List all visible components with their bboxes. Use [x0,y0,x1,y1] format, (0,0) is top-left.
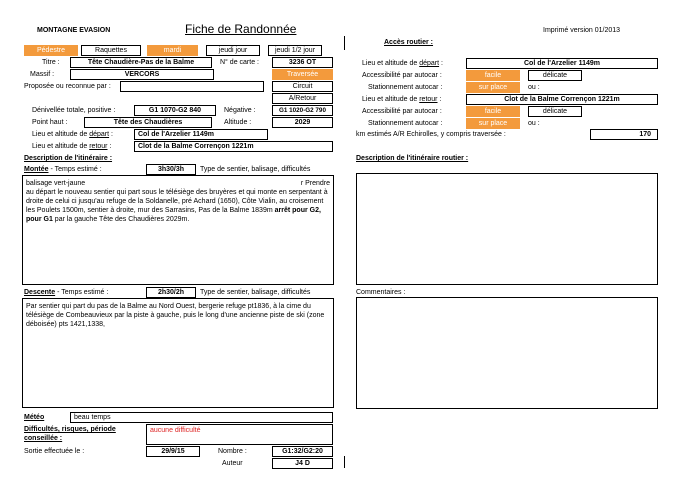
mode-jeudi-demi[interactable]: jeudi 1/2 jour [268,45,322,56]
r-retour-label: Lieu et altitude de retour : [362,96,442,103]
mode-mardi[interactable]: mardi [147,45,198,56]
r-depart-field[interactable]: Col de l'Arzelier 1149m [466,58,658,69]
r-access-retour-label: Accessibilité par autocar : [362,108,442,115]
retour-field[interactable]: Clot de la Balme Corrençon 1221m [134,141,333,152]
point-haut-field[interactable]: Tête des Chaudières [84,117,212,128]
montee-time-field[interactable]: 3h30/3h [146,164,196,175]
descente-label: Descente - Temps estimé : [24,289,109,296]
r-stationnement-label-1: Stationnement autocar : [368,84,443,91]
sortie-field[interactable]: 29/9/15 [146,446,200,457]
meteo-field[interactable]: beau temps [70,412,333,423]
mode-raquettes[interactable]: Raquettes [81,45,141,56]
auteur-label: Auteur [222,460,243,467]
type-circuit[interactable]: Circuit [272,81,333,92]
km-label: km estimés A/R Echirolles, y compris traversée : [356,131,506,138]
deniv-pos-field[interactable]: G1 1070-G2 840 [134,105,216,116]
desc-routier-label: Description de l'itinéraire routier : [356,155,469,162]
r-access-retour-delicate[interactable]: délicate [528,106,582,117]
depart-label: Lieu et altitude de départ : [32,131,113,138]
montee-label: Montée - Temps estimé : [24,166,102,173]
meteo-label: Météo [24,414,45,421]
sentier-label-descente: Type de sentier, balisage, difficultés [200,289,311,296]
commentaires-label: Commentaires : [356,289,406,296]
mode-jeudi-jour[interactable]: jeudi jour [206,45,260,56]
mode-pedestre[interactable]: Pédestre [24,45,78,56]
itineraire-label: Description de l'itinéraire : [24,155,113,162]
r-access-depart-label: Accessibilité par autocar : [362,72,442,79]
difficultes-field[interactable]: aucune difficulté [146,424,333,445]
montee-text-b: r Prendre [300,180,330,187]
nombre-label: Nombre : [218,448,247,455]
titre-field[interactable]: Tête Chaudière-Pas de la Balme [70,57,212,68]
commentaires-box[interactable] [356,297,658,409]
page-title: Fiche de Randonnée [185,22,297,36]
r-access-depart-delicate[interactable]: délicate [528,70,582,81]
propose-label: Proposée ou reconnue par : [24,83,111,90]
type-aller-retour[interactable]: A/Retour [272,93,333,104]
nombre-field[interactable]: G1:32/G2:20 [272,446,333,457]
retour-label: Lieu et altitude de retour : [32,143,112,150]
montee-text-end: par la gauche Tête des Chaudières 2029m. [54,216,190,223]
deniv-pos-label: Dénivellée totale, positive : [32,107,116,114]
r-access-depart-facile[interactable]: facile [466,70,520,81]
r-depart-label: Lieu et altitude de départ : [362,60,443,67]
deniv-neg-label: Négative : [224,107,256,114]
montee-text: au départ le nouveau sentier qui part sous le télésiège des bruyères et qui monte en serpentant à droite de celui ci jusqu'au refuge de la Soldanelle, pré Achard (1650), Côte Vialin, au croisement les Poulets 1500m, sentier à droite, mur des Sarrasins, Pas de la Balme 1839m [26,189,328,214]
titre-label: Titre : [42,59,60,66]
sentier-label-montee: Type de sentier, balisage, difficultés [200,166,311,173]
massif-field[interactable]: VERCORS [70,69,214,80]
massif-label: Massif : [30,71,55,78]
r-stationnement-field-1[interactable]: sur place [466,82,520,93]
altitude-field[interactable]: 2029 [272,117,333,128]
type-traversee[interactable]: Traversée [272,69,333,80]
print-version: Imprimé version 01/2013 [543,27,621,34]
montee-text-bold: arrêt pour G2, pour G1 [26,207,321,223]
montee-description[interactable] [22,175,334,285]
descente-time-field[interactable]: 2h30/2h [146,287,196,298]
deniv-neg-field[interactable]: G1 1020-G2 790 [272,105,333,116]
r-access-retour-facile[interactable]: facile [466,106,520,117]
descente-description[interactable]: Par sentier qui part du pas de la Balme au Nord Ouest, bergerie refuge pt1836, à la cime du télésiège de Combeauvieux par la piste à gauche, puis le long d'une ancienne piste de ski (zone déboisée) pts 1421,1338, [22,298,334,408]
carte-label: N° de carte : [220,59,259,66]
divider-top [344,36,345,50]
montee-text-a: balisage vert-jaune [26,180,86,187]
org-name: MONTAGNE EVASION [37,27,111,34]
depart-field[interactable]: Col de l'Arzelier 1149m [134,129,268,140]
desc-routier-box[interactable] [356,173,658,285]
difficultes-label: Difficultés, risques, période conseillée : [24,426,116,442]
point-haut-label: Point haut : [32,119,68,126]
divider-bottom [344,456,345,468]
altitude-label: Altitude : [224,119,252,126]
auteur-field[interactable]: J4 D [272,458,333,469]
acces-routier-label: Accès routier : [384,39,434,46]
propose-field[interactable] [120,81,264,92]
r-ou-label-1: ou : [528,84,540,91]
sortie-label: Sortie effectuée le : [24,448,85,455]
r-retour-field[interactable]: Clot de la Balme Corrençon 1221m [466,94,658,105]
km-field[interactable]: 170 [590,129,658,140]
r-ou-label-2: ou : [528,120,540,127]
r-stationnement-field-2[interactable]: sur place [466,118,520,129]
r-stationnement-label-2: Stationnement autocar : [368,120,443,127]
carte-field[interactable]: 3236 OT [272,57,333,68]
